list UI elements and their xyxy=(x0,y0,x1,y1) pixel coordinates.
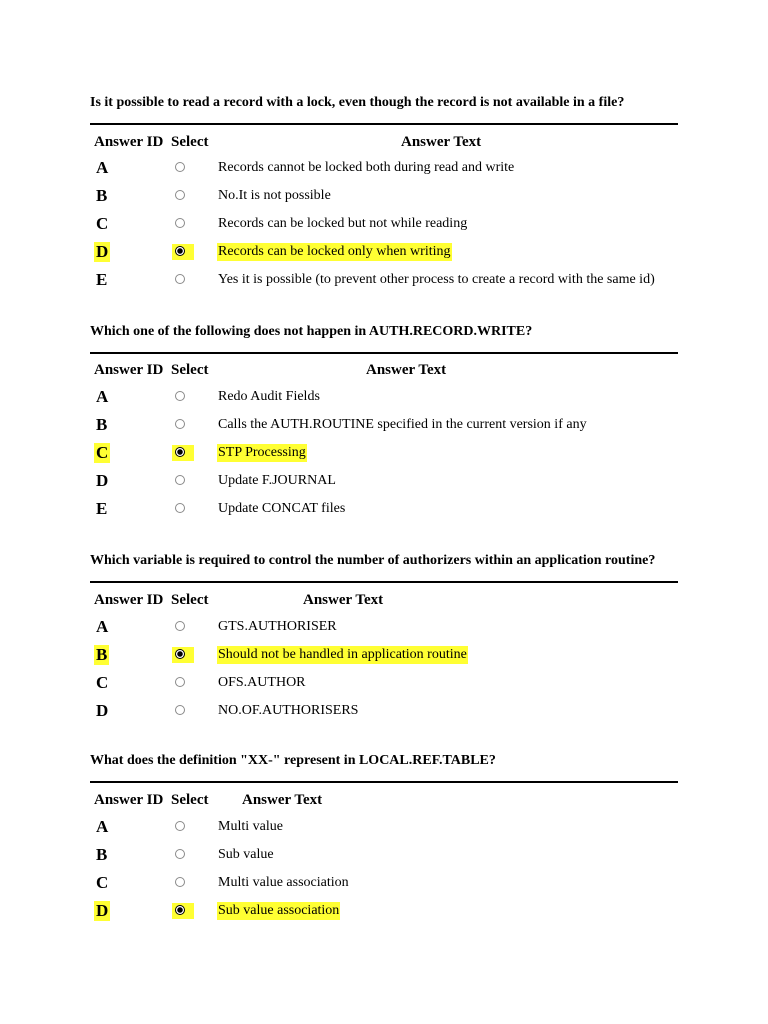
answer-id: D xyxy=(96,901,109,920)
header-select: Select xyxy=(171,792,209,808)
answer-text: No.It is not possible xyxy=(218,188,331,203)
table-header xyxy=(90,361,678,379)
radio-button-selected[interactable] xyxy=(172,903,194,919)
header-select: Select xyxy=(171,134,209,150)
answer-text: Calls the AUTH.ROUTINE specified in the current version if any xyxy=(218,417,587,432)
header-select: Select xyxy=(171,592,209,608)
answer-text: Redo Audit Fields xyxy=(218,389,320,404)
answer-id: B xyxy=(96,186,108,205)
header-answer-text: Answer Text xyxy=(303,592,384,608)
header-answer-id: Answer ID xyxy=(94,362,164,378)
answer-text: GTS.AUTHORISER xyxy=(218,619,337,634)
answer-id: B xyxy=(96,845,108,864)
answer-text: Records cannot be locked both during read and write xyxy=(218,160,515,175)
answer-text: OFS.AUTHOR xyxy=(218,675,306,690)
answer-id: E xyxy=(96,499,108,518)
answer-id: A xyxy=(96,387,109,406)
radio-button[interactable] xyxy=(172,160,194,176)
radio-button[interactable] xyxy=(172,188,194,204)
table-header xyxy=(90,791,678,809)
answer-row xyxy=(90,213,678,235)
question-text: Which variable is required to control the number of authorizers within an application routine? xyxy=(90,553,656,568)
header-answer-id: Answer ID xyxy=(94,592,164,608)
answer-row xyxy=(90,616,678,638)
answer-id: D xyxy=(96,242,109,261)
question-text: Which one of the following does not happen in AUTH.RECORD.WRITE? xyxy=(90,324,533,339)
header-answer-id: Answer ID xyxy=(94,134,164,150)
radio-button[interactable] xyxy=(172,417,194,433)
answer-row-selected xyxy=(90,241,678,263)
answer-id: C xyxy=(96,443,109,462)
radio-button-selected[interactable] xyxy=(172,244,194,260)
answer-text: NO.OF.AUTHORISERS xyxy=(218,703,359,718)
answer-text: Update CONCAT files xyxy=(218,501,346,516)
answer-row xyxy=(90,157,678,179)
answer-row xyxy=(90,816,678,838)
table-divider xyxy=(90,581,678,583)
answer-row xyxy=(90,700,678,722)
answer-text: Sub value xyxy=(218,847,274,862)
radio-button-selected[interactable] xyxy=(172,647,194,663)
radio-button[interactable] xyxy=(172,501,194,517)
header-answer-text: Answer Text xyxy=(401,134,482,150)
answer-id: B xyxy=(96,415,108,434)
question-text: What does the definition "XX-" represent in LOCAL.REF.TABLE? xyxy=(90,753,496,768)
table-header xyxy=(90,133,678,151)
answer-row-selected xyxy=(90,644,678,666)
answer-row xyxy=(90,185,678,207)
question-block-3 xyxy=(90,552,678,720)
answer-text: Should not be handled in application routine xyxy=(218,647,467,662)
radio-button[interactable] xyxy=(172,875,194,891)
answer-row-selected xyxy=(90,442,678,464)
answer-row xyxy=(90,470,678,492)
answer-row xyxy=(90,498,678,520)
answer-text: STP Processing xyxy=(218,445,306,460)
answer-id: E xyxy=(96,270,108,289)
answer-text: Multi value association xyxy=(218,875,349,890)
answer-text: Records can be locked only when writing xyxy=(218,244,451,259)
table-divider xyxy=(90,352,678,354)
question-block-2 xyxy=(90,323,678,518)
answer-text: Update F.JOURNAL xyxy=(218,473,336,488)
answer-text: Sub value association xyxy=(218,903,340,918)
table-divider xyxy=(90,123,678,125)
radio-button[interactable] xyxy=(172,272,194,288)
answer-id: B xyxy=(96,645,108,664)
question-block-4 xyxy=(90,752,678,920)
answer-row xyxy=(90,672,678,694)
radio-button[interactable] xyxy=(172,216,194,232)
radio-button[interactable] xyxy=(172,703,194,719)
answer-id: C xyxy=(96,214,109,233)
radio-button[interactable] xyxy=(172,389,194,405)
answer-id: A xyxy=(96,817,109,836)
answer-row xyxy=(90,269,678,291)
header-answer-text: Answer Text xyxy=(366,362,447,378)
question-block-1 xyxy=(90,94,678,289)
radio-button[interactable] xyxy=(172,819,194,835)
answer-id: A xyxy=(96,617,109,636)
answer-row xyxy=(90,872,678,894)
header-answer-text: Answer Text xyxy=(242,792,323,808)
answer-id: C xyxy=(96,673,109,692)
radio-button-selected[interactable] xyxy=(172,445,194,461)
header-select: Select xyxy=(171,362,209,378)
header-answer-id: Answer ID xyxy=(94,792,164,808)
table-divider xyxy=(90,781,678,783)
answer-row xyxy=(90,844,678,866)
answer-row xyxy=(90,386,678,408)
answer-text: Multi value xyxy=(218,819,283,834)
answer-id: D xyxy=(96,471,109,490)
answer-id: A xyxy=(96,158,109,177)
table-header xyxy=(90,591,678,609)
answer-row-selected xyxy=(90,900,678,922)
radio-button[interactable] xyxy=(172,847,194,863)
answer-id: D xyxy=(96,701,109,720)
answer-id: C xyxy=(96,873,109,892)
radio-button[interactable] xyxy=(172,619,194,635)
question-text: Is it possible to read a record with a lock, even though the record is not available in a file? xyxy=(90,95,625,110)
answer-row xyxy=(90,414,678,436)
answer-text: Records can be locked but not while reading xyxy=(218,216,468,231)
answer-text: Yes it is possible (to prevent other process to create a record with the same id) xyxy=(218,272,655,287)
radio-button[interactable] xyxy=(172,473,194,489)
radio-button[interactable] xyxy=(172,675,194,691)
